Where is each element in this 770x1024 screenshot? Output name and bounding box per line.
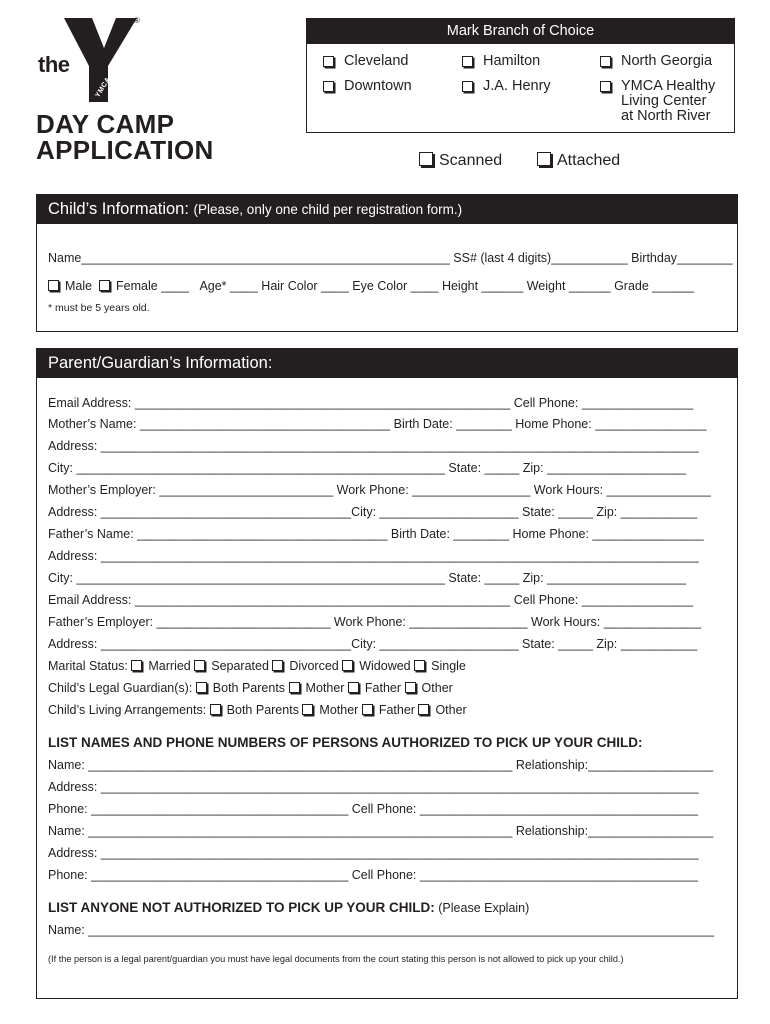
- page-title: [36, 111, 214, 163]
- checkbox-icon[interactable]: [418, 704, 429, 715]
- form-line[interactable]: Phone: _____________________________________ Cell Phone: ________________________________________: [48, 802, 698, 816]
- form-line[interactable]: Address: ______________________________________________________________________________________: [48, 439, 699, 453]
- form-line[interactable]: Mother’s Employer: _________________________ Work Phone: _________________ Work Hours: _______________: [48, 483, 711, 497]
- ymca-logo: [34, 14, 149, 104]
- branch-option-hamilton[interactable]: Hamilton: [462, 54, 540, 69]
- form-line[interactable]: Father’s Employer: _________________________ Work Phone: _________________ Work Hours: ______________: [48, 615, 702, 629]
- form-line[interactable]: Address: ______________________________________________________________________________________: [48, 549, 699, 563]
- form-line[interactable]: Name: _____________________________________________________________ Relationship:__________________: [48, 758, 714, 772]
- not-authorized-heading: LIST ANYONE NOT AUTHORIZED TO PICK UP YOUR CHILD: (Please Explain): [48, 900, 530, 915]
- checkbox-icon[interactable]: [419, 152, 433, 166]
- attached-checkbox[interactable]: Attached: [537, 152, 620, 170]
- branch-heading: Mark Branch of Choice: [307, 19, 734, 44]
- marital-status-line: Marital Status: Married Separated Divorced Widowed Single: [48, 659, 466, 673]
- branch-option-cleveland[interactable]: Cleveland: [323, 54, 409, 69]
- branch-option-ymca-healthy-living[interactable]: YMCA Healthy Living Center at North River: [600, 79, 715, 124]
- form-line[interactable]: Name: __________________________________________________________________________________________: [48, 923, 714, 937]
- checkbox-icon[interactable]: [272, 660, 283, 671]
- form-line[interactable]: Address: ______________________________________________________________________________________: [48, 780, 699, 794]
- checkbox-icon[interactable]: [323, 56, 334, 67]
- form-line[interactable]: Address: ______________________________________________________________________________________: [48, 846, 699, 860]
- living-arrangements-line: Child’s Living Arrangements: Both Parents Mother Father Other: [48, 703, 467, 717]
- form-line[interactable]: Address: ____________________________________City: ____________________ State: _____ Zip: ___________: [48, 505, 698, 519]
- checkbox-icon[interactable]: [362, 704, 373, 715]
- checkbox-icon[interactable]: [405, 682, 416, 693]
- child-section-heading: Child’s Information: (Please, only one child per registration form.): [37, 195, 737, 224]
- checkbox-icon[interactable]: [342, 660, 353, 671]
- form-line[interactable]: Address: ____________________________________City: ____________________ State: _____ Zip: ___________: [48, 637, 698, 651]
- form-line[interactable]: Name: _____________________________________________________________ Relationship:__________________: [48, 824, 714, 838]
- branch-option-ja-henry[interactable]: J.A. Henry: [462, 79, 551, 94]
- branch-option-downtown[interactable]: Downtown: [323, 79, 412, 94]
- checkbox-icon[interactable]: [289, 682, 300, 693]
- logo-the-text: the: [38, 52, 70, 77]
- parent-section-heading: Parent/Guardian’s Information:: [37, 349, 737, 378]
- checkbox-icon[interactable]: [210, 704, 221, 715]
- form-line[interactable]: Email Address: ______________________________________________________ Cell Phone: ________________: [48, 593, 694, 607]
- child-info-section: [36, 194, 738, 332]
- form-line[interactable]: Email Address: ______________________________________________________ Cell Phone: ________________: [48, 396, 694, 410]
- title-line-1: DAY CAMP: [36, 109, 175, 139]
- logo-ymca-text: YMCA: [94, 76, 113, 99]
- checkbox-icon[interactable]: [462, 81, 473, 92]
- checkbox-icon[interactable]: [537, 152, 551, 166]
- logo-registered-mark: ®: [134, 16, 140, 25]
- form-line[interactable]: Father’s Name: ____________________________________ Birth Date: ________ Home Phone: ________________: [48, 527, 704, 541]
- authorized-pickup-heading: LIST NAMES AND PHONE NUMBERS OF PERSONS AUTHORIZED TO PICK UP YOUR CHILD:: [48, 735, 643, 750]
- form-line[interactable]: Mother’s Name: ____________________________________ Birth Date: ________ Home Phone: ________________: [48, 417, 707, 431]
- form-line[interactable]: City: _____________________________________________________ State: _____ Zip: ____________________: [48, 461, 687, 475]
- parent-info-section: [36, 348, 738, 999]
- legal-documents-note: (If the person is a legal parent/guardian you must have legal documents from the court stating this person is not allowed to pick up your child.): [48, 954, 624, 964]
- checkbox-icon[interactable]: [196, 682, 207, 693]
- female-checkbox-icon[interactable]: [99, 280, 110, 291]
- checkbox-icon[interactable]: [462, 56, 473, 67]
- checkbox-icon[interactable]: [600, 56, 611, 67]
- form-line[interactable]: Phone: _____________________________________ Cell Phone: ________________________________________: [48, 868, 698, 882]
- checkbox-icon[interactable]: [600, 81, 611, 92]
- checkbox-icon[interactable]: [194, 660, 205, 671]
- scanned-checkbox[interactable]: Scanned: [419, 152, 502, 170]
- legal-guardian-line: Child’s Legal Guardian(s): Both Parents Mother Father Other: [48, 681, 453, 695]
- checkbox-icon[interactable]: [131, 660, 142, 671]
- branch-option-north-georgia[interactable]: North Georgia: [600, 54, 712, 69]
- checkbox-icon[interactable]: [302, 704, 313, 715]
- branch-selection-box: [306, 18, 735, 133]
- title-line-2: APPLICATION: [36, 135, 214, 165]
- child-attributes-line: Male Female ____ Age* ____ Hair Color ____ Eye Color ____ Height ______ Weight ______ Grade ______: [48, 279, 694, 293]
- checkbox-icon[interactable]: [323, 81, 334, 92]
- checkbox-icon[interactable]: [414, 660, 425, 671]
- male-checkbox-icon[interactable]: [48, 280, 59, 291]
- checkbox-icon[interactable]: [348, 682, 359, 693]
- age-note: * must be 5 years old.: [48, 302, 150, 314]
- form-line[interactable]: City: _____________________________________________________ State: _____ Zip: ____________________: [48, 571, 687, 585]
- child-name-line[interactable]: Name_____________________________________________________ SS# (last 4 digits)___________ Birthday________: [48, 251, 733, 265]
